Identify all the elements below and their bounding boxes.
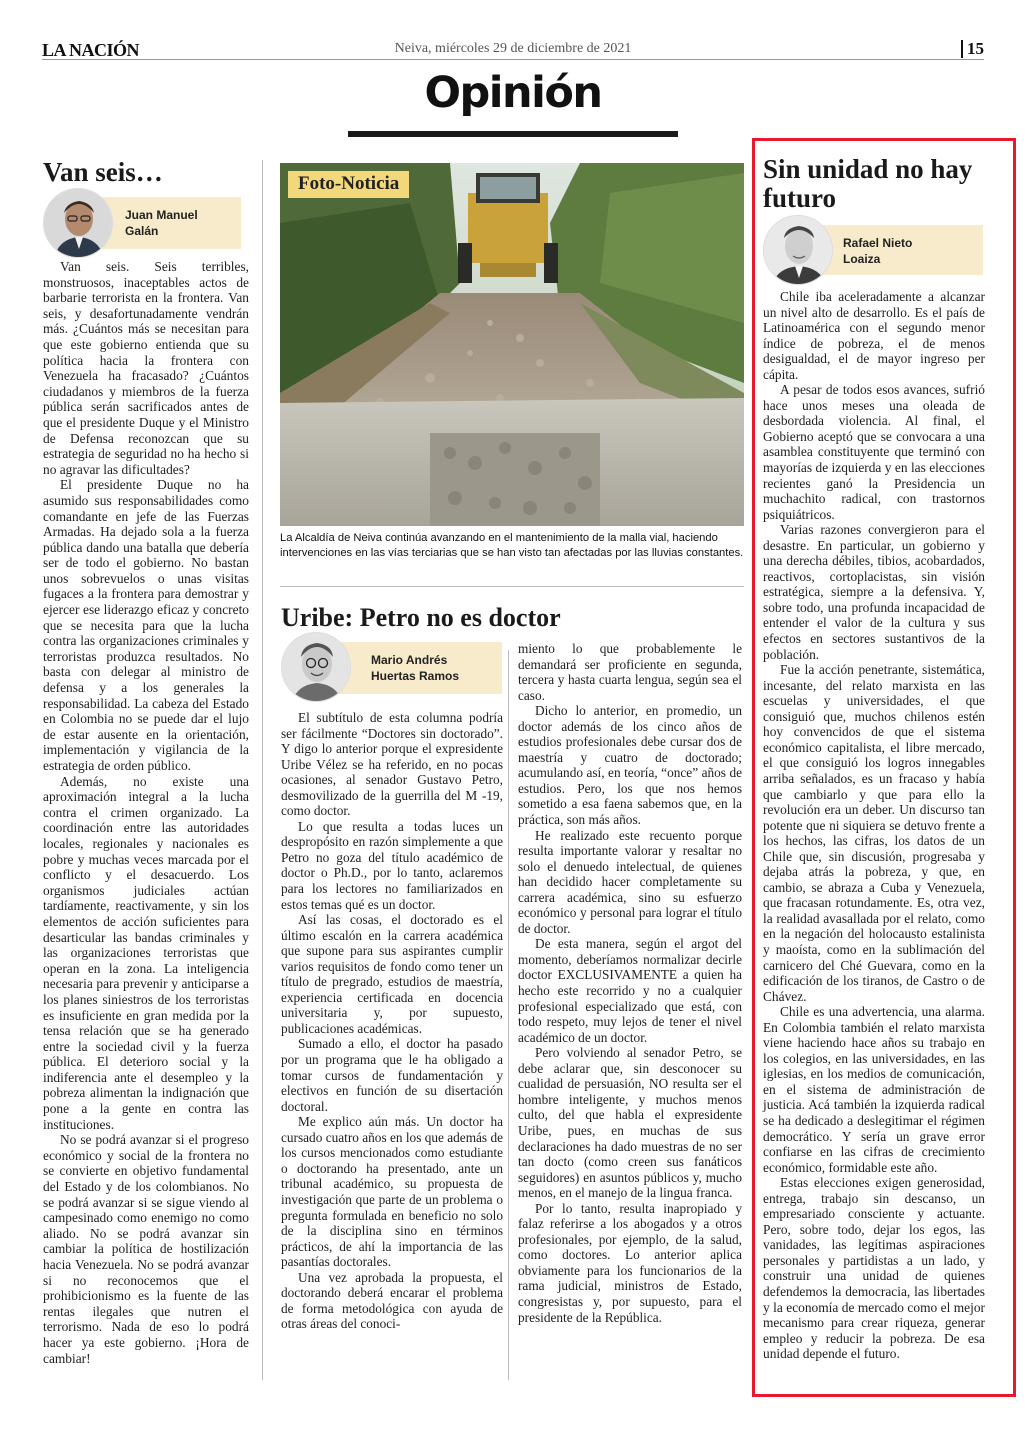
masthead [42,38,984,60]
author-name: Juan Manuel Galán [125,208,198,238]
paragraph: Chile es una advertencia, una alarma. En Colombia también el relato marxista viene haciendo hace años su trabajo en los colegios, en las universidades, en las iglesias, en los medios de comunicación, en el sistema de administración de justicia. Acá también la izquierda radical se ha dedicado a deslegitimar el régimen democrático. Y sería un grave error confiarse en las cifras de crecimiento económico, formidable este año. [763,1004,985,1175]
paragraph: El subtítulo de esta columna podría ser fácilmente “Doctores sin doctorado”. Y digo lo anterior porque el expresidente Uribe Vélez se ha referido, en no pocas ocasiones, al senador Gustavo Petro, desmovilizado de la guerrilla del M -19, como doctor. [281,710,503,819]
article-headline: Uribe: Petro no es doctor [281,603,561,632]
section-title: Opinión [424,68,602,118]
paragraph: Fue la acción penetrante, sistemática, incesante, del relato marxista en las escuelas y universidades, el que consiguió que, muchos chilenos estén hoy convencidos de que el sistema económico capitalista, el libre mercado, el que consiguió los logros innegables arriba señalados, es un fracaso y había que cambiarlo y que para ello la revolución era un deber. Un discurso tan potente que ni siquiera se detuvo frente a los hechos, las cifras, los datos de un Chile que, sin discusión, progresaba y dejaba atrás la pobreza, y que, en cambio, se abraza a Cuba y Venezuela, que fracasan rotundamente. Es, otra vez, la realidad avasallada por el relato, como en la negación del holocausto estalinista y maoísta, como en la sublimación del carnicero del Ché Guevara, como en la edificación de los tiranos, de Castro o de Chávez. [763,662,985,1004]
author-avatar [43,188,113,258]
article-body-right [518,641,742,1325]
column-sin-unidad [763,155,985,1362]
paragraph: No se podrá avanzar si el progreso económico y social de la frontera no se convierte en objetivo fundamental del Estado y de los colombianos. No se podrá avanzar si se sigue viendo al campesinado como enemigo no como aliado. No se podrá avanzar sin cambiar la política de hostilización hacia Venezuela. No se podrá avanzar si no reconocemos que el prohibicionismo es la fuente de las rentas ilegales que nutren el terrorismo. Nada de eso lo podrá hacer ya este gobierno. ¡Hora de cambiar! [43,1132,249,1366]
author-name: Rafael Nieto Loaiza [843,236,913,266]
section-rule [348,131,678,137]
news-photo [280,163,744,526]
column-van-seis [43,158,249,1366]
author-name: Mario Andrés Huertas Ramos [371,653,460,683]
byline [77,197,241,249]
article-headline: Sin unidad no hay futuro [763,154,973,213]
paragraph: Chile iba aceleradamente a alcanzar un nivel alto de desarrollo. Es el país de Latinoamérica con el segundo menor índice de pobreza, el de menos desigualdad, el de mayor ingreso per cápita. [763,289,985,382]
column-divider [262,160,263,1380]
author-avatar [281,632,351,702]
paragraph: Sumado a ello, el doctor ha pasado por un programa que le ha obligado a tomar cursos de fundamentación y electivos en función de su disertación doctoral. [281,1036,503,1114]
article-body [763,289,985,1362]
paragraph: Me explico aún más. Un doctor ha cursado cuatro años en los que además de los cursos mencionados como estudiante o doctorando ha presentado, ante un tribunal académico, su propuesta de investigación que parte de un problema o pregunta formulada en beneficio no solo de la disciplina sino en términos prácticos, de ahí la importancia de las pasantías doctorales. [281,1114,503,1270]
paragraph: De esta manera, según el argot del momento, deberíamos normalizar decirle doctor EXCLUSIVAMENTE a quien ha hecho este recorrido y no a cualquier profesional especializado que está, con todo respeto, muy lejos de tener el nivel académico de un doctor. [518,936,742,1045]
author-avatar [763,215,833,285]
paragraph: Una vez aprobada la propuesta, el doctorando deberá encarar el problema de forma metodológica con ayuda de otras áreas del conoci- [281,1269,503,1332]
paragraph: Pero volviendo al senador Petro, se debe aclarar que, sin desconocer su cualidad de persuasión, NO resulta ser el hombre inteligente, y muchos menos culto, del que habla el expresidente Uribe, pues, en muchas de sus declaraciones ha dado muestras de no ser tan docto (como creen sus fanáticos seguidores) en asuntos públicos y, mucho menos, en el manejo de la lingua franca. [518,1045,742,1201]
paragraph: Además, no existe una aproximación integral a la lucha contra el crimen organizado. La coordinación entre las autoridades locales, regionales y nacionales es pobre y muchas veces marcada por el conflicto y el desacuerdo. Los organismos judiciales actúan tardíamente, reactivamente, y sin los elementos de acción suficientes para desarticular las bandas criminales y las organizaciones terroristas que operan en la zona. La inteligencia necesaria para prevenir y anticiparse a los planes siniestros de los terroristas es insuficiente en gran medida por la tensa relación que se ha generado entre la sociedad civil y la fuerza pública. El deterioro social y la indiferencia ante el desempleo y la pobreza alimentan la indignación que pone a la gente en contra las instituciones. [43,773,249,1132]
paragraph: Varias razones convergieron para el desastre. En particular, un gobierno y una derecha débiles, tibios, acobardados, reactivos, cortoplacistas, sin visión estratégica, siempre a la defensiva. Y, sobre todo, una profunda incapacidad de entender el valor de la cultura y sus efectos en sectores sustantivos de la población. [763,522,985,662]
paragraph: He realizado este recuento porque resulta importante valorar y resaltar no solo el denuedo intelectual, de quienes han decidido hacer completamente su carrera académica, sino su esfuerzo económico y personal para lograr el título de doctor. [518,827,742,936]
paragraph: A pesar de todos esos avances, sufrió hace unos meses una oleada de desbordada violencia. Al final, el Gobierno aceptó que se convocara a una asamblea constituyente que terminó con mayorías de izquierda y en las elecciones recientes ganó la Presidencia un muchachito radical, con trastornos psiquiátricos. [763,382,985,522]
paragraph: El presidente Duque no ha asumido sus responsabilidades como comandante en jefe de las Fuerzas Armadas. Ha dejado sola a la fuerza pública dando una batalla que debería ser de todo el gobierno. No bastan unos sobrevuelos o unas visitas fugaces a la frontera para demostrar y ejercer ese liderazgo eficaz y concreto que se necesita para que la lucha contra las organizaciones criminales y terroristas produzca resultados. No basta con delegar al ministro de defensa y a los generales la responsabilidad. La cabeza del Estado en Colombia no se puede dar el lujo de estar ausente en la orientación, implementación y vigilancia de la estrategia de orden público. [43,477,249,773]
article-body [43,259,249,1366]
byline [319,642,502,694]
paragraph: Van seis. Seis terribles, monstruosos, inaceptables actos de barbarie terrorista en la frontera. Van seis, y desafortunadamente vendrán más. ¿Cuántos más se necesitan para que este gobierno entienda que su política hacia la frontera con Venezuela ha fracasado? ¿Cuántos ciudadanos y miembros de la fuerza pública serán sacrificados antes de que el presidente Duque y el Ministro de Defensa reconozcan que su estrategia de seguridad no ha hecho si no agravar las dificultades? [43,259,249,477]
article-body-left [281,710,503,1332]
photo-label: Foto-Noticia [288,171,409,198]
byline [801,225,983,275]
dateline: Neiva, miércoles 29 de diciembre de 2021 [394,41,632,56]
paragraph-continuation: miento lo que probablemente le demandará ser proficiente en segunda, tercera y hasta cuarta lengua, según sea el caso. [518,641,742,703]
paragraph: Dicho lo anterior, en promedio, un doctor además de los cinco años de estudios profesionales debe cursar dos de maestría y cuatro de doctorado; acumulando así, en teoría, “once” años de estudios. Pero, los que nos hemos sometido a esa faena sabemos que, en la práctica, son más años. [518,703,742,828]
photo-caption: La Alcaldía de Neiva continúa avanzando en el mantenimiento de la malla vial, haciendo intervenciones en las vías terciarias que se han visto tan afectadas por las lluvias constantes. [280,532,744,559]
column-divider [280,586,744,587]
paragraph: Lo que resulta a todas luces un despropósito en razón simplemente a que Petro no goza del título académico de doctor o Ph.D., por lo tanto, aclaremos para los lectores no familiarizados en estos temas qué es un doctor. [281,818,503,912]
paragraph: Así las cosas, el doctorado es el último escalón en la carrera académica que supone para sus aspirantes cumplir varios requisitos de fondo como tener un título de pregrado, estudios de maestría, experiencia certificada en docencia universitaria y, por supuesto, publicaciones académicas. [281,912,503,1036]
article-headline: Van seis… [43,157,163,187]
paragraph: Estas elecciones exigen generosidad, entrega, trabajo sin descanso, un empresariado consciente y actuante. Pero, sobre todo, dejar los egos, las vanidades, las legítimas aspiraciones personales y partidistas a un lado, y construir una unidad de quienes defendemos la democracia, las libertades y la economía de mercado como el mejor mecanismo para crear riqueza, generar empleo y reducir la pobreza. De esa unidad depende el futuro. [763,1175,985,1362]
newspaper-logo: LA NACIÓN [42,40,140,60]
page-number: 15 [961,40,984,58]
paragraph: Por lo tanto, resulta inapropiado y falaz referirse a los abogados y a otros profesionales, por ejemplo, de la salud, como doctores. Lo anterior aplica obviamente para los funcionarios de la rama judicial, ministros de Estado, congresistas y, por supuesto, para el presidente de la República. [518,1200,742,1325]
